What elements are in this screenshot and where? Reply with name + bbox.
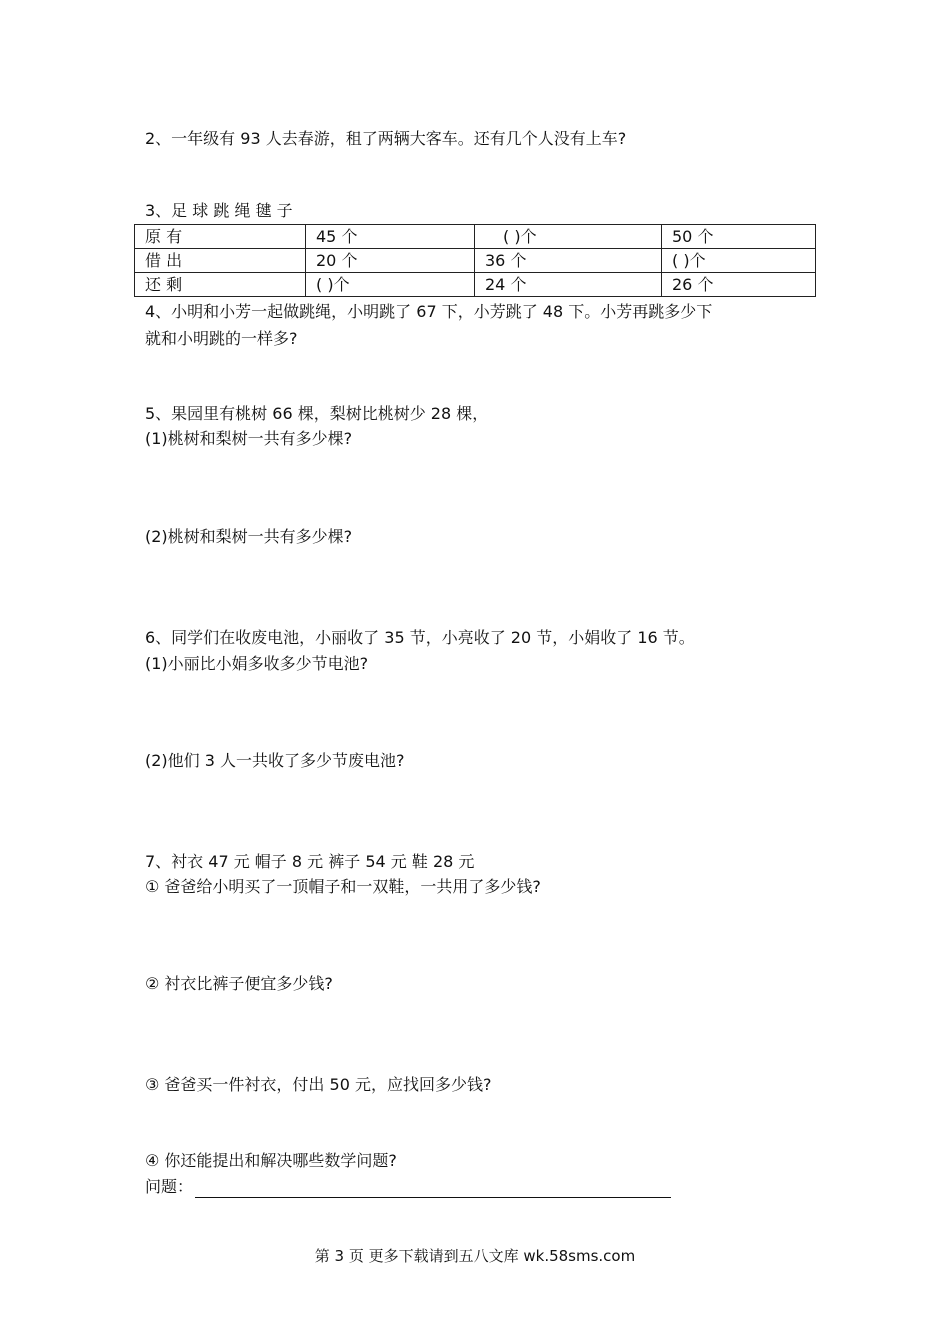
question-2: 2、一年级有 93 人去春游，租了两辆大客车。还有几个人没有上车? bbox=[145, 129, 627, 148]
table-cell: 50 个 bbox=[662, 225, 816, 249]
table-row bbox=[135, 273, 816, 297]
answer-line bbox=[145, 1176, 671, 1198]
question-7-part-3: ③ 爸爸买一件衬衣，付出 50 元，应找回多少钱? bbox=[145, 1075, 492, 1094]
question-4-line-2: 就和小明跳的一样多? bbox=[145, 329, 298, 348]
table-cell: 24 个 bbox=[475, 273, 662, 297]
answer-blank[interactable] bbox=[195, 1181, 671, 1198]
table-cell: ( )个 bbox=[662, 249, 816, 273]
question-6-part-1: (1)小丽比小娟多收多少节电池? bbox=[145, 654, 369, 673]
question-7-part-1: ① 爸爸给小明买了一顶帽子和一双鞋，一共用了多少钱? bbox=[145, 877, 541, 896]
table-cell: 借 出 bbox=[135, 249, 306, 273]
table-cell: 20 个 bbox=[306, 249, 475, 273]
question-4-line-1: 4、小明和小芳一起做跳绳，小明跳了 67 下，小芳跳了 48 下。小芳再跳多少下 bbox=[145, 302, 713, 321]
question-7-part-4: ④ 你还能提出和解决哪些数学问题? bbox=[145, 1151, 397, 1170]
question-6: 6、同学们在收废电池，小丽收了 35 节，小亮收了 20 节，小娟收了 16 节。 bbox=[145, 628, 695, 647]
question-7-part-2: ② 衬衣比裤子便宜多少钱? bbox=[145, 974, 333, 993]
question-5-part-1: (1)桃树和梨树一共有多少棵? bbox=[145, 429, 353, 448]
question-3-title: 3、足 球 跳 绳 毽 子 bbox=[145, 201, 293, 220]
table-cell: 36 个 bbox=[475, 249, 662, 273]
page-footer: 第 3 页 更多下载请到五八文库 wk.58sms.com bbox=[314, 1247, 636, 1265]
table-cell: 原 有 bbox=[135, 225, 306, 249]
answer-label: 问题： bbox=[145, 1177, 194, 1196]
table-cell: ( )个 bbox=[475, 225, 662, 249]
question-5-part-2: (2)桃树和梨树一共有多少棵? bbox=[145, 527, 353, 546]
question-3-table bbox=[134, 224, 816, 297]
table-cell: 还 剩 bbox=[135, 273, 306, 297]
question-6-part-2: (2)他们 3 人一共收了多少节废电池? bbox=[145, 751, 405, 770]
table-cell: 45 个 bbox=[306, 225, 475, 249]
question-5: 5、果园里有桃树 66 棵，梨树比桃树少 28 棵， bbox=[145, 404, 489, 423]
table-row bbox=[135, 249, 816, 273]
table-cell: ( )个 bbox=[306, 273, 475, 297]
question-7: 7、衬衣 47 元 帽子 8 元 裤子 54 元 鞋 28 元 bbox=[145, 852, 475, 871]
table-cell: 26 个 bbox=[662, 273, 816, 297]
table-row bbox=[135, 225, 816, 249]
